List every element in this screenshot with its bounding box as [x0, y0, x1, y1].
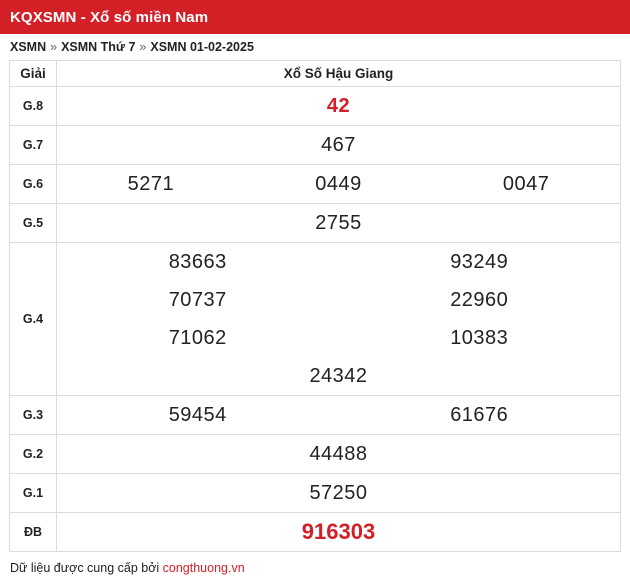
breadcrumb-item-2[interactable]: XSMN 01-02-2025 — [150, 40, 254, 54]
prize-values-g6 — [57, 165, 621, 204]
header-bar — [0, 0, 630, 34]
prize-label-g3: G.3 — [10, 396, 57, 435]
prize-label-g5: G.5 — [10, 204, 57, 243]
prize-values-g3 — [57, 396, 621, 435]
prize-column-header: Giải — [10, 61, 57, 87]
lottery-number: 83663 — [168, 251, 227, 273]
lottery-number: 24342 — [309, 365, 368, 387]
table-row — [10, 165, 621, 204]
prize-values-g4 — [57, 243, 621, 396]
lottery-number: 22960 — [450, 289, 509, 311]
lottery-number: 70737 — [168, 289, 227, 311]
prize-label-g7: G.7 — [10, 126, 57, 165]
lottery-number: 57250 — [309, 481, 368, 504]
lottery-number: 71062 — [168, 327, 227, 349]
prize-label-g1: G.1 — [10, 474, 57, 513]
table-row — [10, 474, 621, 513]
prize-label-g4: G.4 — [10, 243, 57, 396]
breadcrumb — [0, 34, 630, 60]
lottery-number: 916303 — [301, 519, 376, 544]
prize-label-g8: G.8 — [10, 87, 57, 126]
prize-values-g2 — [57, 435, 621, 474]
lottery-results-table — [9, 60, 621, 552]
table-row — [10, 513, 621, 552]
footer-source-link[interactable]: congthuong.vn — [162, 561, 245, 575]
table-row — [10, 126, 621, 165]
table-row — [10, 435, 621, 474]
breadcrumb-item-0[interactable]: XSMN — [10, 40, 47, 54]
table-row — [10, 243, 621, 396]
prize-values-g5 — [57, 204, 621, 243]
table-row — [10, 204, 621, 243]
table-row — [10, 87, 621, 126]
prize-label-g6: G.6 — [10, 165, 57, 204]
breadcrumb-separator-1: » — [139, 40, 147, 54]
breadcrumb-item-1[interactable]: XSMN Thứ 7 — [61, 40, 136, 54]
lottery-number: 93249 — [450, 251, 509, 273]
table-row — [10, 396, 621, 435]
prize-label-db: ĐB — [10, 513, 57, 552]
lottery-number: 2755 — [315, 211, 362, 234]
lottery-number: 5271 — [127, 173, 175, 195]
prize-label-g2: G.2 — [10, 435, 57, 474]
lottery-number: 59454 — [168, 404, 227, 426]
footer-text: Dữ liệu được cung cấp bởi — [10, 561, 163, 575]
prize-values-g8 — [57, 87, 621, 126]
prize-values-g7 — [57, 126, 621, 165]
prize-values-db — [57, 513, 621, 552]
province-title: Xổ Số Hậu Giang — [57, 61, 621, 87]
prize-values-g1 — [57, 474, 621, 513]
lottery-number: 10383 — [450, 327, 509, 349]
lottery-number: 61676 — [450, 404, 509, 426]
lottery-number: 467 — [321, 133, 356, 156]
table-header-row — [10, 61, 621, 87]
lottery-number: 44488 — [309, 442, 368, 465]
lottery-number: 0449 — [315, 173, 362, 195]
lottery-number: 42 — [326, 94, 351, 117]
footer — [0, 552, 630, 575]
breadcrumb-separator-0: » — [50, 40, 58, 54]
lottery-number: 0047 — [502, 173, 550, 195]
page-title: KQXSMN - Xổ số miền Nam — [10, 8, 209, 26]
